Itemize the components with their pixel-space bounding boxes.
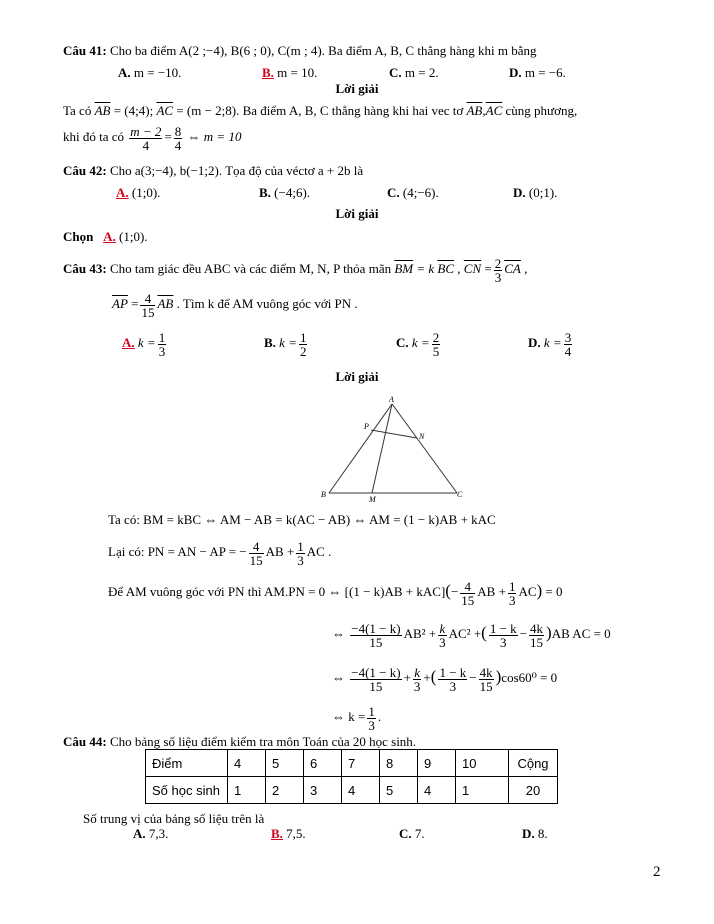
q42-option-a[interactable]: A. (1;0).: [116, 185, 161, 200]
side-ab: [329, 404, 392, 493]
q42-option-b[interactable]: B. (−4;6).: [259, 185, 311, 200]
q43-step3: Để AM vuông góc với PN thì AM.PN = 0 ⇔ [(1 − k)AB + kAC](− $\frac{4}{15}$ AB + $\frac{1}{3}$ AC) = 0: [108, 578, 563, 608]
q42-chon: Chọn A. (1;0).: [63, 229, 148, 244]
q41-solution-line1: Ta có $\overline{AB}$ = (4;4); $\overline{AC} = (m$ − 2;8). Ba điểm A, B, C thẳng hàng khi hai vec tơ $\overline{AB},\overline{AC}$ cùng phương,: [63, 103, 578, 118]
q42-label: Câu 42:: [63, 163, 107, 178]
label-p: P: [364, 422, 369, 431]
page-number: 2: [653, 864, 661, 880]
q42-option-d[interactable]: D. (0;1).: [513, 185, 558, 200]
label-a: A: [389, 395, 394, 404]
q44-question: Số trung vị của bảng số liệu trên là: [83, 811, 265, 826]
q43-stem-line2: $\overline{AP}$ = $\frac{4}{15}$ $\overline{AB}$ . Tìm k để AM vuông góc với PN .: [112, 290, 358, 320]
label-m: M: [369, 495, 376, 503]
q43-step1: Ta có: BM = kBC ⇔ AM − AB = k(AC − AB) ⇔ AM = (1 − k)AB + kAC: [108, 512, 496, 527]
q42-stem: Câu 42: Cho a(3;−4), b(−1;2). Tọa độ của véctơ a + 2b là: [63, 163, 364, 178]
q41-option-c[interactable]: C. m = 2.: [389, 65, 439, 80]
q44-stem: Câu 44: Cho bảng số liệu điểm kiểm tra môn Toán của 20 học sinh.: [63, 734, 417, 749]
q41-solution-title: Lời giải: [335, 81, 379, 96]
q41-text: Cho ba điểm A(2 ;−4), B(6 ; 0), C(m ; 4). Ba điểm A, B, C thẳng hàng khi m bằng: [109, 43, 537, 58]
q41-option-a[interactable]: A. m = −10.: [118, 65, 182, 80]
q41-option-b[interactable]: B. m = 10.: [262, 65, 318, 80]
q43-step4: ⇔ $\frac{-4(1 - k)}{15}$ AB² + $\frac{k}{3}$ AC² +( $\frac{1 - k}{3}$ − $\frac{4k}{15}$ )AB AC = 0: [332, 620, 611, 650]
side-ac: [392, 404, 457, 493]
q43-option-c[interactable]: C. k = $\frac{2}{5}$: [396, 329, 440, 359]
label-b: B: [321, 490, 326, 499]
q44-label: Câu 44:: [63, 734, 107, 749]
label-n: N: [419, 432, 425, 441]
q41-solution-line2: khi đó ta có $\frac{m - 2}{4}$ = $\frac{8}{4}$ ⇔ m = 10: [63, 123, 242, 153]
q44-option-a[interactable]: A. 7,3.: [133, 826, 169, 841]
q42-solution-title: Lời giải: [335, 206, 379, 221]
q43-option-b[interactable]: B. k = $\frac{1}{2}$: [264, 329, 307, 359]
q44-option-c[interactable]: C. 7.: [399, 826, 425, 841]
table-row: Điểm 4 5 6 7 8 9 10 Cộng: [146, 750, 558, 777]
q41-label: Câu 41:: [63, 43, 107, 58]
q43-step5: ⇔ $\frac{-4(1 - k)}{15}$ + $\frac{k}{3}$ +( $\frac{1 - k}{3}$ − $\frac{4k}{15}$ )cos60⁰ = 0: [332, 664, 558, 694]
q43-stem-line1: Câu 43: Cho tam giác đều ABC và các điểm M, N, P thỏa mãn $\overline{BM} = k$ $\overline{BC}$ , $\overline{CN}$ = $\frac{2}{3}$ $\overline{CA}$ ,: [63, 255, 528, 285]
label-c: C: [457, 490, 463, 499]
segment-pn: [371, 430, 417, 438]
q43-step2: Lại có: PN = AN − AP = − $\frac{4}{15}$ AB + $\frac{1}{3}$ AC .: [108, 538, 332, 568]
q43-option-d[interactable]: D. k = $\frac{3}{4}$: [528, 329, 572, 359]
q41-option-d[interactable]: D. m = −6.: [509, 65, 566, 80]
q43-label: Câu 43:: [63, 261, 107, 276]
q41-stem: [63, 43, 537, 59]
q44-option-b[interactable]: B. 7,5.: [271, 826, 306, 841]
q44-option-d[interactable]: D. 8.: [522, 826, 548, 841]
q42-option-c[interactable]: C. (4;−6).: [387, 185, 439, 200]
q43-solution-title: Lời giải: [335, 369, 379, 384]
q43-option-a[interactable]: A. k = $\frac{1}{3}$: [122, 329, 166, 359]
table-row: Số học sinh 1 2 3 4 5 4 1 20: [146, 777, 558, 804]
score-table: [145, 749, 558, 804]
triangle-figure: [317, 393, 469, 503]
q43-step6: ⇔ k = $\frac{1}{3}$ .: [332, 703, 382, 733]
